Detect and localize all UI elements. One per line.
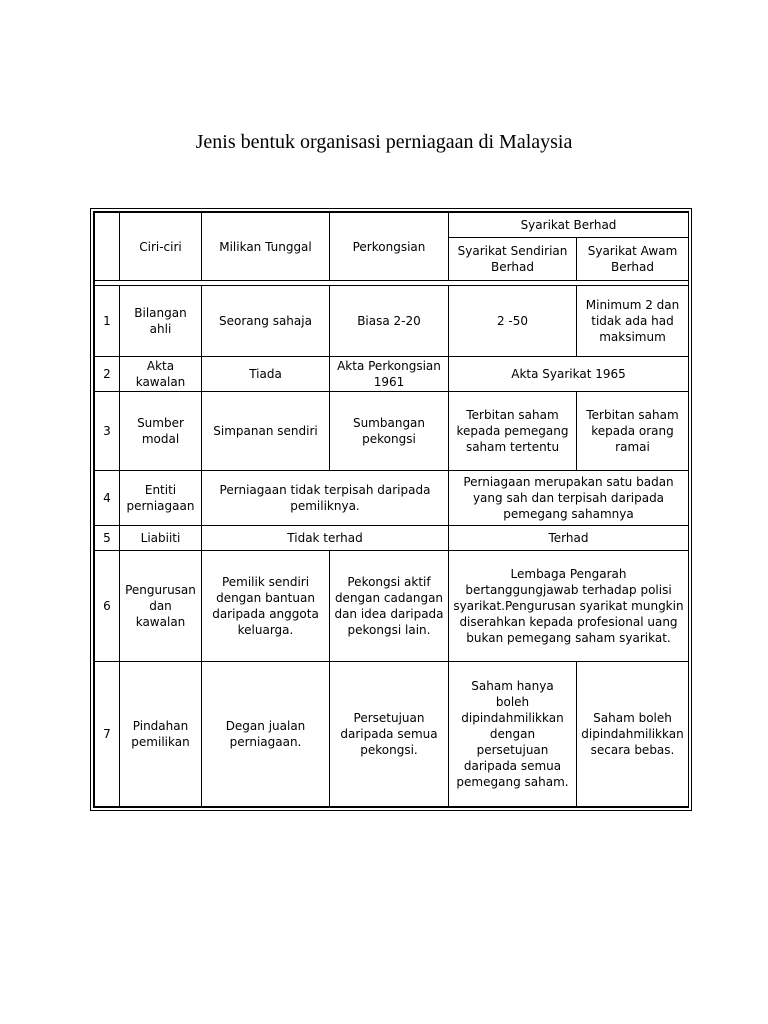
cell-milikan-tunggal: Degan jualan perniagaan.: [202, 662, 330, 807]
header-perkongsian: Perkongsian: [330, 213, 449, 281]
cell-tunggal-perkongsian: Tidak terhad: [202, 526, 449, 551]
cell-sendirian-berhad: Terbitan saham kepada pemegang saham tertentu: [449, 392, 577, 471]
row-number: 3: [95, 392, 120, 471]
cell-syarikat-berhad: Lembaga Pengarah bertanggungjawab terhadap polisi syarikat.Pengurusan syarikat mungkin diserahkan kepada profesional uang bukan pemegang saham syarikat.: [449, 551, 689, 662]
row-ciri: Akta kawalan: [120, 357, 202, 392]
cell-sendirian-berhad: Saham hanya boleh dipindahmilikkan dengan persetujuan daripada semua pemegang saham.: [449, 662, 577, 807]
row-number: 4: [95, 471, 120, 526]
cell-milikan-tunggal: Simpanan sendiri: [202, 392, 330, 471]
cell-milikan-tunggal: Seorang sahaja: [202, 286, 330, 357]
header-ciri: Ciri-ciri: [120, 213, 202, 281]
table-row: [95, 551, 689, 662]
row-number: 5: [95, 526, 120, 551]
table-row: [95, 286, 689, 357]
row-number: 1: [95, 286, 120, 357]
cell-syarikat-berhad: Terhad: [449, 526, 689, 551]
cell-awam-berhad: Terbitan saham kepada orang ramai: [577, 392, 689, 471]
cell-awam-berhad: Saham boleh dipindahmilikkan secara bebas.: [577, 662, 689, 807]
row-number: 2: [95, 357, 120, 392]
cell-tunggal-perkongsian: Perniagaan tidak terpisah daripada pemiliknya.: [202, 471, 449, 526]
table-row: [95, 662, 689, 807]
row-ciri: Entiti perniagaan: [120, 471, 202, 526]
row-ciri: Sumber modal: [120, 392, 202, 471]
header-syarikat-berhad: Syarikat Berhad: [449, 213, 689, 238]
cell-syarikat-berhad: Akta Syarikat 1965: [449, 357, 689, 392]
row-number: 6: [95, 551, 120, 662]
row-ciri: Pindahan pemilikan: [120, 662, 202, 807]
cell-perkongsian: Persetujuan daripada semua pekongsi.: [330, 662, 449, 807]
cell-perkongsian: Pekongsi aktif dengan cadangan dan idea daripada pekongsi lain.: [330, 551, 449, 662]
cell-sendirian-berhad: 2 -50: [449, 286, 577, 357]
cell-milikan-tunggal: Tiada: [202, 357, 330, 392]
organisation-comparison-table: [94, 212, 689, 807]
header-sendirian-berhad: Syarikat Sendirian Berhad: [449, 238, 577, 281]
row-ciri: Liabiiti: [120, 526, 202, 551]
organisation-table-frame: [90, 208, 692, 811]
cell-syarikat-berhad: Perniagaan merupakan satu badan yang sah dan terpisah daripada pemegang sahamnya: [449, 471, 689, 526]
table-row: [95, 526, 689, 551]
row-ciri: Pengurusan dan kawalan: [120, 551, 202, 662]
cell-perkongsian: Akta Perkongsian 1961: [330, 357, 449, 392]
header-number-cell: [95, 213, 120, 281]
header-milikan-tunggal: Milikan Tunggal: [202, 213, 330, 281]
header-awam-berhad: Syarikat Awam Berhad: [577, 238, 689, 281]
page-title: Jenis bentuk organisasi perniagaan di Malaysia: [195, 131, 573, 153]
row-ciri: Bilangan ahli: [120, 286, 202, 357]
row-number: 7: [95, 662, 120, 807]
table-row: [95, 357, 689, 392]
cell-milikan-tunggal: Pemilik sendiri dengan bantuan daripada anggota keluarga.: [202, 551, 330, 662]
cell-perkongsian: Sumbangan pekongsi: [330, 392, 449, 471]
cell-awam-berhad: Minimum 2 dan tidak ada had maksimum: [577, 286, 689, 357]
table-row: [95, 392, 689, 471]
table-row: [95, 471, 689, 526]
cell-perkongsian: Biasa 2-20: [330, 286, 449, 357]
header-row: [95, 213, 689, 238]
